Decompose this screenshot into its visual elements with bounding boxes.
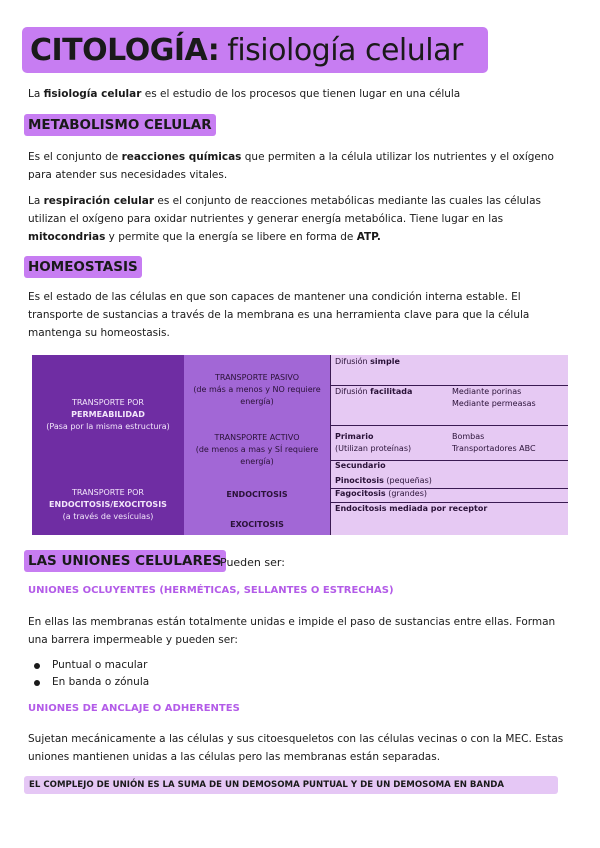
heading-ocluyentes: UNIONES OCLUYENTES (HERMÉTICAS, SELLANTES O ESTRECHAS) bbox=[28, 585, 394, 596]
table-divider-h4 bbox=[330, 488, 568, 489]
uniones-pueden: Pueden ser: bbox=[220, 556, 285, 569]
endo-exo-line3: (a través de vesículas) bbox=[62, 512, 154, 521]
option-bombas: Bombas bbox=[452, 432, 485, 441]
metabolismo-p2-pre: La bbox=[28, 195, 44, 207]
heading-uniones: LAS UNIONES CELULARES bbox=[24, 550, 226, 572]
cell-primario bbox=[330, 425, 568, 460]
perm-line2: PERMEABILIDAD bbox=[71, 410, 145, 419]
metabolismo-p2-mid2: y permite que la energía se libere en forma de bbox=[105, 231, 357, 243]
pinocitosis-bold: Pinocitosis bbox=[335, 476, 384, 485]
cell-activo bbox=[184, 425, 330, 475]
metabolismo-p2-mid1: es el conjunto de reacciones metabólicas mediante las cuales las células utilizan el oxígeno para oxidar nutrientes y generar energía metabólica. Tiene lugar en las bbox=[28, 195, 541, 225]
metabolismo-p1 bbox=[28, 148, 573, 184]
metabolismo-p1-bold: reacciones químicas bbox=[121, 151, 242, 163]
metabolismo-p2 bbox=[28, 192, 573, 246]
title-bold: CITOLOGÍA: bbox=[30, 32, 220, 68]
cell-endocitosis: ENDOCITOSIS bbox=[184, 475, 330, 515]
metabolismo-p2-bold2: mitocondrias bbox=[28, 231, 106, 243]
intro-pre: La bbox=[28, 88, 44, 100]
intro-bold: fisiología celular bbox=[43, 88, 142, 100]
list-item bbox=[28, 657, 149, 674]
difusion-facilitada-pre: Difusión bbox=[335, 387, 371, 396]
cell-difusion-simple bbox=[330, 355, 568, 385]
complejo-union-note: EL COMPLEJO DE UNIÓN ES LA SUMA DE UN DEMOSOMA PUNTUAL Y DE UN DEMOSOMA EN BANDA bbox=[24, 776, 558, 794]
cell-fagocitosis bbox=[330, 488, 568, 502]
primario-options bbox=[452, 431, 536, 455]
metabolismo-p2-bold3: ATP. bbox=[356, 231, 381, 243]
homeostasis-paragraph: Es el estado de las células en que son capaces de mantener una condición interna estable. El transporte de sustancias a través de la membrana es una herramienta clave para que la célula mantenga su homeostasis. bbox=[28, 291, 530, 339]
pinocitosis-post: (pequeñas) bbox=[383, 476, 432, 485]
cell-exocitosis: EXOCITOSIS bbox=[184, 515, 330, 535]
heading-homeostasis: HOMEOSTASIS bbox=[24, 256, 142, 278]
perm-line1: TRANSPORTE POR bbox=[72, 398, 144, 407]
page-title bbox=[22, 27, 488, 73]
activo-line2: (de menos a mas y SÍ requiere energía) bbox=[195, 445, 319, 466]
intro-post: es el estudio de los procesos que tienen lugar en una célula bbox=[141, 88, 461, 100]
endo-exo-line2: ENDOCITOSIS/EXOCITOSIS bbox=[49, 500, 167, 509]
pasivo-line1: TRANSPORTE PASIVO bbox=[214, 373, 300, 382]
activo-line1: TRANSPORTE ACTIVO bbox=[214, 433, 300, 442]
option-abc: Transportadores ABC bbox=[452, 444, 536, 453]
pasivo-line2: (de más a menos y NO requiere energía) bbox=[193, 385, 321, 406]
metabolismo-p2-bold1: respiración celular bbox=[43, 195, 155, 207]
metabolismo-p1-post: que permiten a la célula utilizar los nutrientes y el oxígeno para atender sus necesidades vitales. bbox=[28, 151, 554, 181]
anclaje-paragraph: Sujetan mecánicamente a las células y sus citoesqueletos con las células vecinas o con la MEC. Estas uniones mantienen unidas a las células pero las membranas están separadas. bbox=[28, 733, 564, 763]
perm-line3: (Pasa por la misma estructura) bbox=[46, 422, 170, 431]
heading-metabolismo: METABOLISMO CELULAR bbox=[24, 114, 216, 136]
ocluyentes-paragraph: En ellas las membranas están totalmente unidas e impide el paso de sustancias entre ellas. Forman una barrera impermeable y pueden ser: bbox=[28, 616, 556, 646]
difusion-facilitada-options bbox=[452, 386, 536, 410]
transport-table bbox=[32, 355, 568, 535]
ocluyentes-list bbox=[28, 657, 149, 691]
list-item bbox=[28, 674, 149, 691]
table-divider-h1 bbox=[330, 385, 568, 386]
cell-pasivo bbox=[184, 355, 330, 425]
table-divider-h5 bbox=[330, 502, 568, 503]
list-item-label: En banda o zónula bbox=[52, 676, 150, 688]
fagocitosis-post: (grandes) bbox=[385, 489, 427, 498]
primario-line1: Primario bbox=[335, 432, 374, 441]
title-light: fisiología celular bbox=[227, 32, 463, 68]
list-item-label: Puntual o macular bbox=[52, 659, 148, 671]
option-porinas: Mediante porinas bbox=[452, 387, 522, 396]
table-divider-h3 bbox=[330, 460, 568, 461]
primario-line2: (Utilizan proteínas) bbox=[335, 444, 412, 453]
endo-exo-line1: TRANSPORTE POR bbox=[72, 488, 144, 497]
bullet-icon bbox=[34, 663, 40, 669]
cell-permeabilidad bbox=[32, 355, 184, 475]
cell-endo-exo bbox=[32, 475, 184, 535]
cell-secundario: Secundario bbox=[330, 460, 568, 475]
table-divider-h2 bbox=[330, 425, 568, 426]
metabolismo-p1-pre: Es el conjunto de bbox=[28, 151, 122, 163]
intro-paragraph bbox=[28, 85, 573, 103]
difusion-facilitada-bold: facilitada bbox=[370, 387, 413, 396]
cell-difusion-facilitada bbox=[330, 385, 568, 425]
difusion-simple-pre: Difusión bbox=[335, 357, 371, 366]
cell-pinocitosis bbox=[330, 475, 568, 488]
table-divider-v bbox=[330, 355, 331, 535]
option-permeasas: Mediante permeasas bbox=[452, 399, 536, 408]
fagocitosis-bold: Fagocitosis bbox=[335, 489, 386, 498]
bullet-icon bbox=[34, 680, 40, 686]
heading-anclaje: UNIONES DE ANCLAJE O ADHERENTES bbox=[28, 703, 240, 714]
cell-endocitosis-receptor: Endocitosis mediada por receptor bbox=[330, 502, 568, 535]
difusion-simple-bold: simple bbox=[370, 357, 400, 366]
